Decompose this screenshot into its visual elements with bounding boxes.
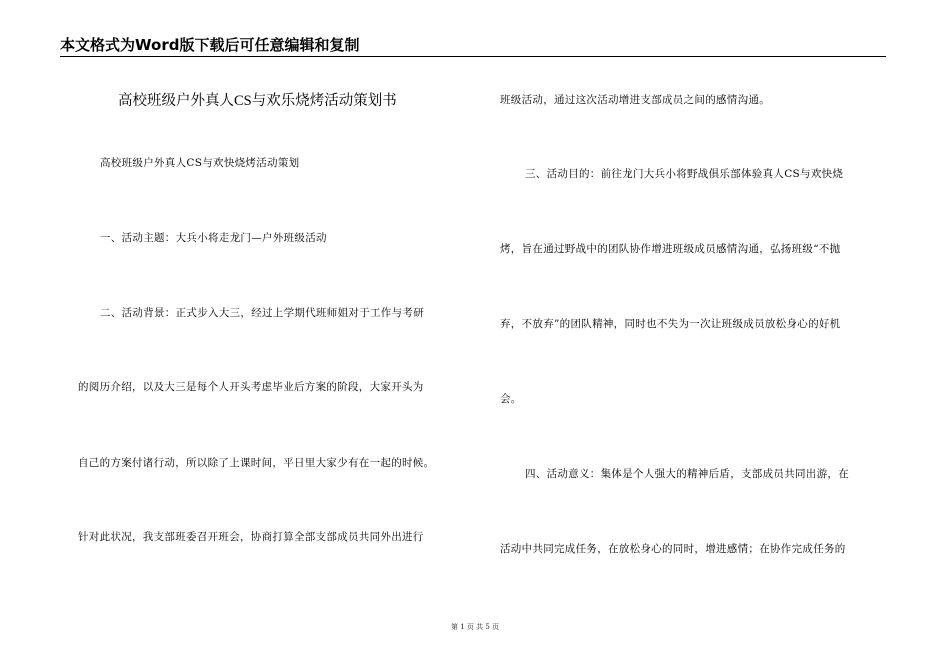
document-title: 高校班级户外真人CS与欢乐烧烤活动策划书 bbox=[118, 93, 397, 109]
left-line-3: 二、活动背景：正式步入大三，经过上学期代班师姐对于工作与考研 bbox=[100, 307, 424, 319]
page-number: 第 1 页 共 5 页 bbox=[450, 623, 500, 631]
document-banner: 本文格式为Word版下载后可任意编辑和复制 bbox=[60, 36, 360, 54]
left-line-6: 针对此状况，我支部班委召开班会，协商打算全部支部成员共同外出进行 bbox=[78, 531, 424, 543]
right-line-7: 活动中共同完成任务，在放松身心的同时，增进感情；在协作完成任务的 bbox=[500, 543, 846, 555]
right-line-5: 会。 bbox=[500, 393, 522, 405]
right-line-4: 弃，不放弃”的团队精神，同时也不失为一次让班级成员放松身心的好机 bbox=[500, 318, 841, 330]
left-line-1: 高校班级户外真人CS与欢快烧烤活动策划 bbox=[100, 157, 300, 169]
right-line-2: 三、活动目的：前往龙门大兵小将野战俱乐部体验真人CS与欢快烧 bbox=[525, 168, 844, 180]
left-line-4: 的阅历介绍，以及大三是每个人开头考虑毕业后方案的阶段，大家开头为 bbox=[78, 381, 424, 393]
header-divider bbox=[60, 56, 886, 57]
left-line-2: 一、活动主题：大兵小将走龙门—户外班级活动 bbox=[100, 232, 327, 244]
left-line-5: 自己的方案付诸行动，所以除了上课时间，平日里大家少有在一起的时候。 bbox=[78, 457, 435, 469]
right-line-3: 烤，旨在通过野战中的团队协作增进班级成员感情沟通，弘扬班级“不抛 bbox=[500, 243, 841, 255]
right-line-6: 四、活动意义：集体是个人强大的精神后盾，支部成员共同出游，在 bbox=[525, 468, 849, 480]
right-line-1: 班级活动，通过这次活动增进支部成员之间的感情沟通。 bbox=[500, 94, 770, 106]
